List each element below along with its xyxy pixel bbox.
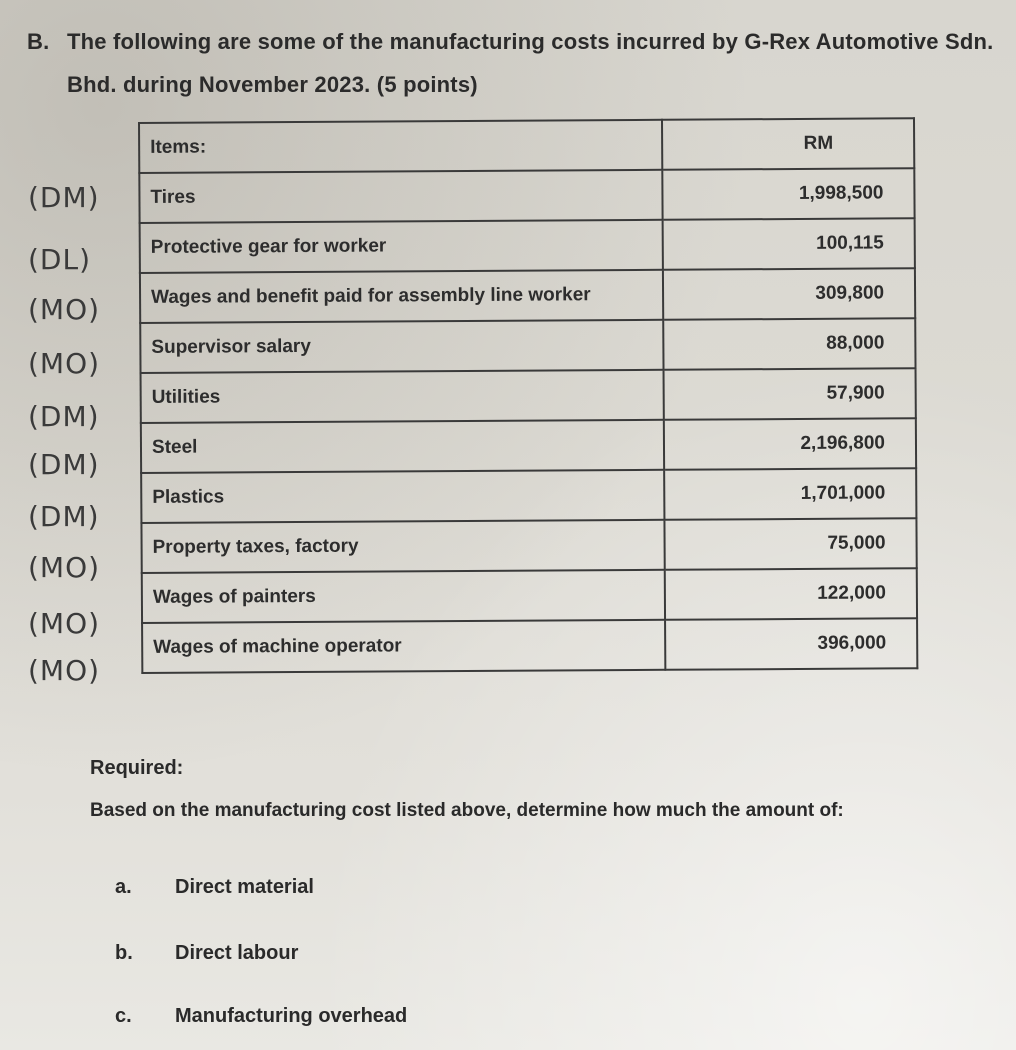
row-item: Wages and benefit paid for assembly line worker [140,270,663,323]
sub-question-text: Direct labour [175,942,299,964]
handwritten-note: (DM) [28,448,100,481]
row-item: Steel [141,420,664,473]
sub-question-letter: a. [115,876,132,898]
sub-question-letter: c. [115,1005,132,1027]
sub-question-b [115,942,298,965]
row-amount: 2,196,800 [664,418,916,470]
question-title [27,20,1007,106]
header-rm: RM [662,118,914,170]
sub-question-text: Direct material [175,876,314,898]
table-row [140,218,915,273]
sub-question-c [115,1005,407,1028]
row-amount: 57,900 [664,368,916,420]
handwritten-note: (MO) [28,607,101,640]
table-row [140,318,915,373]
row-item: Wages of machine operator [142,620,665,673]
handwritten-note: (MO) [28,293,101,326]
row-amount: 309,800 [663,268,915,320]
row-item: Property taxes, factory [141,520,664,573]
table-row [140,268,915,323]
row-item: Wages of painters [142,570,665,623]
table-row [142,568,917,623]
row-amount: 75,000 [665,518,917,570]
row-amount: 100,115 [663,218,915,270]
row-item: Plastics [141,470,664,523]
handwritten-note: (DM) [28,400,100,433]
handwritten-note: (DM) [28,181,100,214]
row-item: Utilities [141,370,664,423]
table-row [139,168,914,223]
row-item: Tires [139,170,662,223]
required-heading: Required: [90,757,184,779]
table-row [142,618,917,673]
row-amount: 88,000 [663,318,915,370]
handwritten-note: (DM) [28,500,100,533]
sub-question-a [115,876,314,899]
header-items: Items: [139,120,662,173]
question-line-2: Bhd. during November 2023. (5 points) [67,72,478,97]
row-amount: 1,701,000 [664,468,916,520]
question-line-1: The following are some of the manufacturing costs incurred by G-Rex Automotive Sdn. [67,29,994,54]
cost-table [138,117,918,674]
question-number: B. [27,29,50,54]
required-instruction: Based on the manufacturing cost listed above, determine how much the amount of: [90,800,844,821]
handwritten-note: (MO) [28,347,101,380]
handwritten-note: (MO) [28,551,101,584]
sub-question-letter: b. [115,942,133,964]
table-header-row [139,118,914,173]
handwritten-note: (MO) [28,654,101,687]
row-item: Supervisor salary [140,320,663,373]
table-row [141,418,916,473]
row-amount: 1,998,500 [662,168,914,220]
handwritten-note: (DL) [28,243,92,276]
sub-question-text: Manufacturing overhead [175,1005,408,1027]
row-item: Protective gear for worker [140,220,663,273]
table-row [141,518,916,573]
table-row [141,368,916,423]
row-amount: 396,000 [665,618,917,670]
table-row [141,468,916,523]
row-amount: 122,000 [665,568,917,620]
